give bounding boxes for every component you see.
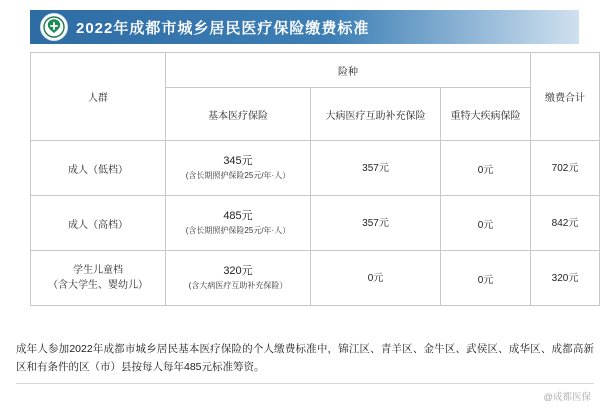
- row-basic-cell: [166, 141, 311, 196]
- row-major-illness-amount: 357元: [311, 196, 441, 251]
- header-critical-illness-insurance: 重特大疾病保险: [441, 88, 531, 141]
- row-basic-note: (含大病医疗互助补充保险）: [188, 281, 288, 290]
- table-header-row-1: [31, 53, 600, 88]
- row-basic-cell: [166, 196, 311, 251]
- watermark-label: @成都医保: [543, 392, 591, 403]
- row-critical-illness-amount: 0元: [441, 251, 531, 306]
- row-people-label-line1: 学生儿童档: [73, 265, 123, 276]
- row-basic-note: (含长期照护保险25元/年·人）: [185, 171, 291, 180]
- row-basic-note: (含长期照护保险25元/年·人）: [185, 226, 291, 235]
- row-total-amount: 702元: [531, 141, 600, 196]
- row-people-label: 成人（高档）: [31, 196, 166, 251]
- row-critical-illness-amount: 0元: [441, 141, 531, 196]
- header-banner: [30, 10, 579, 44]
- footnote-text: 成年人参加2022年成都市城乡居民基本医疗保险的个人缴费标准中，锦江区、青羊区、金牛区、武侯区、成华区、成都高新区和有条件的区（市）县按每人每年485元标准筹资。: [16, 343, 594, 373]
- header-major-illness-insurance: 大病医疗互助补充保险: [311, 88, 441, 141]
- header-people: 人群: [31, 53, 166, 141]
- row-people-label-line2: （含大学生、婴幼儿）: [48, 280, 148, 291]
- header-basic-insurance: 基本医疗保险: [166, 88, 311, 141]
- row-basic-amount: 320元: [223, 265, 253, 277]
- row-basic-amount: 345元: [223, 155, 253, 167]
- table-row: [31, 196, 600, 251]
- rates-table-container: [30, 52, 585, 306]
- row-major-illness-amount: 0元: [311, 251, 441, 306]
- row-critical-illness-amount: 0元: [441, 196, 531, 251]
- row-people-label: 成人（低档）: [31, 141, 166, 196]
- row-total-amount: 842元: [531, 196, 600, 251]
- rates-table: [30, 52, 600, 306]
- row-major-illness-amount: 357元: [311, 141, 441, 196]
- row-basic-amount: 485元: [223, 210, 253, 222]
- table-row: [31, 251, 600, 306]
- header-total: 缴费合计: [531, 53, 600, 141]
- row-people-label: [31, 251, 166, 306]
- header-insurance-group: 险种: [166, 53, 531, 88]
- row-total-amount: 320元: [531, 251, 600, 306]
- medical-insurance-emblem-icon: [40, 13, 68, 41]
- page-title: 2022年成都市城乡居民医疗保险缴费标准: [76, 19, 370, 37]
- row-basic-cell: [166, 251, 311, 306]
- footer-divider: [16, 383, 594, 384]
- table-row: [31, 141, 600, 196]
